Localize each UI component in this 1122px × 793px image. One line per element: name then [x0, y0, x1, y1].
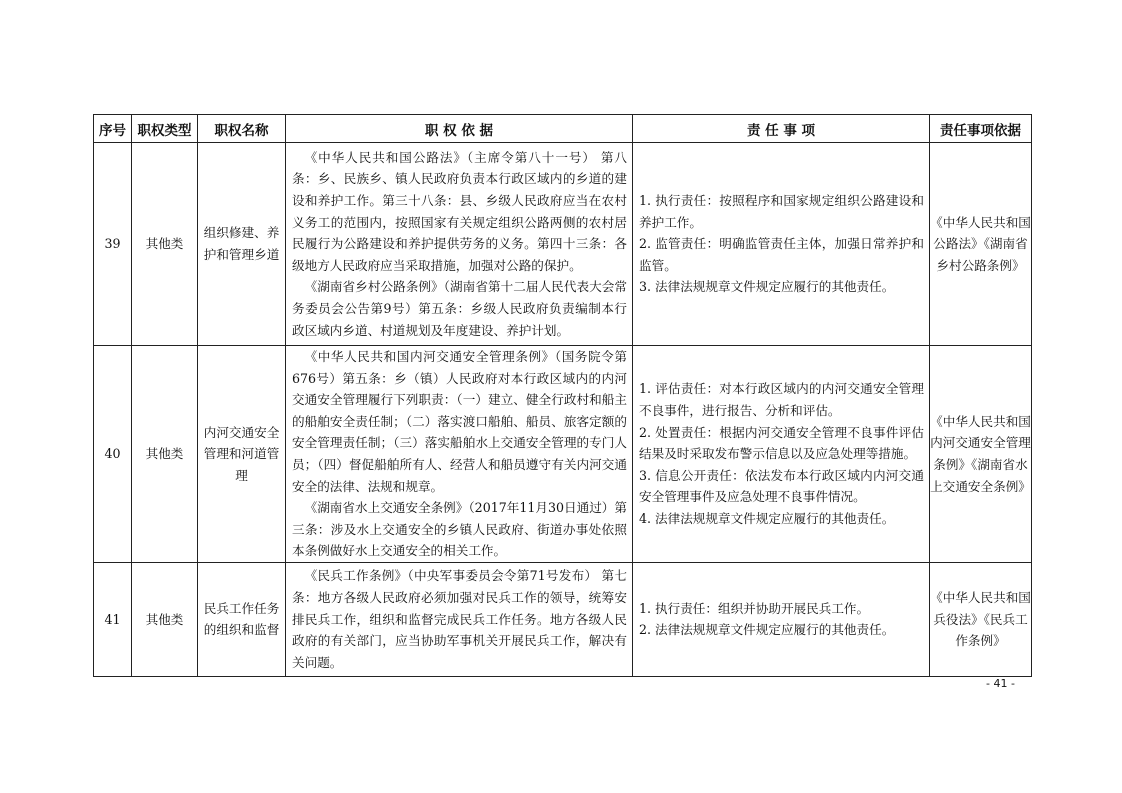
header-number: 序号 [94, 115, 132, 143]
header-basis: 职 权 依 据 [286, 115, 633, 143]
header-type: 职权类型 [132, 115, 198, 143]
authority-type: 其他类 [132, 562, 198, 676]
responsibility-item: 3. 信息公开责任：依法发布本行政区域内内河交通安全管理事件及应急处理不良事件情况。 [639, 467, 924, 505]
responsibility-refs: 《中华人民共和国兵役法》《民兵工作条例》 [930, 562, 1032, 676]
header-responsibility: 责 任 事 项 [633, 115, 930, 143]
responsibility-refs: 《中华人民共和国内河交通安全管理条例》《湖南省水上交通安全条例》 [930, 346, 1032, 563]
authority-name: 内河交通安全管理和河道管理 [198, 346, 286, 563]
authority-type: 其他类 [132, 346, 198, 563]
header-responsibility-refs: 责任事项依据 [930, 115, 1032, 143]
responsibility-items [633, 562, 930, 676]
row-number: 39 [94, 143, 132, 346]
authority-basis [286, 346, 633, 563]
authority-basis [286, 562, 633, 676]
row-number: 41 [94, 562, 132, 676]
authority-basis [286, 143, 633, 346]
responsibility-item: 2. 处置责任：根据内河交通安全管理不良事件评估结果及时采取发布警示信息以及应急处理等措施。 [639, 424, 924, 462]
row-number: 40 [94, 346, 132, 563]
responsibility-items [633, 346, 930, 563]
responsibility-item: 3. 法律法规规章文件规定应履行的其他责任。 [639, 279, 895, 295]
authority-name: 组织修建、养护和管理乡道 [198, 143, 286, 346]
authority-type: 其他类 [132, 143, 198, 346]
basis-paragraph: 《湖南省乡村公路条例》（湖南省第十二届人民代表大会常务委员会公告第9号）第五条：乡级人民政府负责编制本行政区域内乡道、村道规划及年度建设、养护计划。 [292, 279, 627, 338]
basis-paragraph: 《中华人民共和国内河交通安全管理条例》（国务院令第676号）第五条：乡（镇）人民政府对本行政区域内的内河交通安全管理履行下列职责：（一）建立、健全行政村和船主的船舶安全责任制；（二）落实渡口船舶、船员、旅客定额的安全管理责任制；（三）落实船舶水上交通安全管理的专门人员；（四）督促船舶所有人、经营人和船员遵守有关内河交通安全的法律、法规和规章。 [292, 349, 627, 494]
header-name: 职权名称 [198, 115, 286, 143]
responsibility-item: 1. 执行责任：按照程序和国家规定组织公路建设和养护工作。 [639, 193, 924, 230]
responsibility-refs: 《中华人民共和国公路法》《湖南省乡村公路条例》 [930, 143, 1032, 346]
responsibility-item: 4. 法律法规规章文件规定应履行的其他责任。 [639, 510, 895, 526]
authority-table [93, 114, 1032, 677]
table-row [94, 143, 1032, 346]
responsibility-items [633, 143, 930, 346]
table-header-row [94, 115, 1032, 143]
basis-paragraph: 《湖南省水上交通安全条例》（2017年11月30日通过）第三条：涉及水上交通安全的乡镇人民政府、街道办事处依照本条例做好水上交通安全的相关工作。 [292, 500, 627, 559]
responsibility-item: 1. 评估责任：对本行政区域内的内河交通安全管理不良事件，进行报告、分析和评估。 [639, 381, 924, 418]
responsibility-item: 2. 法律法规规章文件规定应履行的其他责任。 [639, 622, 895, 638]
authority-name: 民兵工作任务的组织和监督 [198, 562, 286, 676]
table-row [94, 346, 1032, 563]
page-number: - 41 - [986, 677, 1015, 690]
responsibility-item: 2. 监管责任：明确监管责任主体，加强日常养护和监管。 [639, 236, 924, 273]
basis-paragraph: 《中华人民共和国公路法》（主席令第八十一号） 第八条：乡、民族乡、镇人民政府负责本行政区域内的乡道的建设和养护工作。第三十八条：县、乡级人民政府应当在农村义务工的范围内，按照国家有关规定组织公路两侧的农村居民履行为公路建设和养护提供劳务的义务。第四十三条：各级地方人民政府应当采取措施，加强对公路的保护。 [292, 149, 627, 273]
responsibility-item: 1. 执行责任：组织并协助开展民兵工作。 [639, 600, 870, 616]
table-row [94, 562, 1032, 676]
basis-paragraph: 《民兵工作条例》（中央军事委员会令第71号发布） 第七条：地方各级人民政府必须加强对民兵工作的领导，统筹安排民兵工作，组织和监督完成民兵工作任务。地方各级人民政府的有关部门，应当协助军事机关开展民兵工作，解决有关问题。 [292, 568, 627, 670]
